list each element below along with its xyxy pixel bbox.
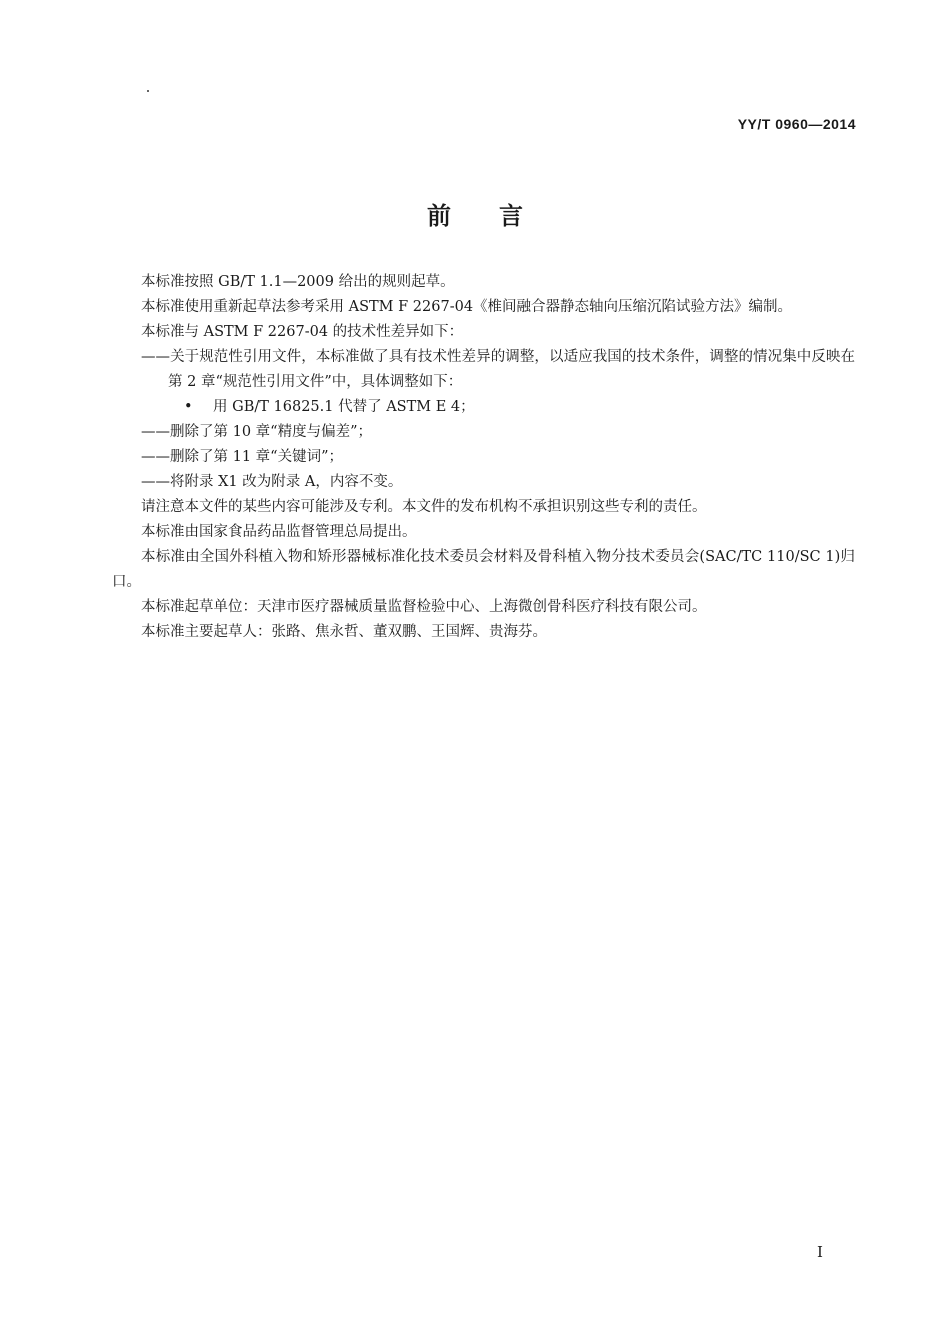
foreword-body: [112, 270, 855, 645]
difference-item-chapter-10: ——删除了第 10 章“精度与偏差”；: [141, 424, 372, 440]
bullet-item-text: 用 GB/T 16825.1 代替了 ASTM E 4；: [213, 399, 475, 415]
scan-speck: [147, 90, 149, 92]
bullet-icon: •: [184, 399, 193, 415]
paragraph-technical-committee: 本标准由全国外科植入物和矫形器械标准化技术委员会材料及骨科植入物分技术委员会(SAC/TC 110/SC 1)归口。: [112, 549, 855, 590]
paragraph-drafting-organizations: 本标准起草单位：天津市医疗器械质量监督检验中心、上海微创骨科医疗科技有限公司。: [141, 599, 707, 615]
page-title: 前言: [427, 202, 571, 230]
paragraph-drafting-rules: 本标准按照 GB/T 1.1—2009 给出的规则起草。: [141, 274, 455, 290]
difference-item-chapter-11: ——删除了第 11 章“关键词”；: [141, 449, 343, 465]
paragraph-drafters: 本标准主要起草人：张路、焦永哲、董双鹏、王国辉、贵海芬。: [141, 624, 547, 640]
page-number: I: [817, 1243, 823, 1261]
paragraph-proposer: 本标准由国家食品药品监督管理总局提出。: [141, 524, 417, 540]
paragraph-differences-intro: 本标准与 ASTM F 2267-04 的技术性差异如下：: [141, 324, 464, 340]
paragraph-adoption-method: 本标准使用重新起草法参考采用 ASTM F 2267-04《椎间融合器静态轴向压缩沉陷试验方法》编制。: [141, 299, 793, 315]
standard-number: YY/T 0960—2014: [737, 116, 856, 132]
difference-item-normative-references: ——关于规范性引用文件，本标准做了具有技术性差异的调整，以适应我国的技术条件，调整的情况集中反映在第 2 章“规范性引用文件”中，具体调整如下：: [141, 349, 855, 390]
difference-item-annex: ——将附录 X1 改为附录 A，内容不变。: [141, 474, 403, 490]
paragraph-patent-notice: 请注意本文件的某些内容可能涉及专利。本文件的发布机构不承担识别这些专利的责任。: [141, 499, 707, 515]
difference-bullet-item: [112, 395, 855, 420]
